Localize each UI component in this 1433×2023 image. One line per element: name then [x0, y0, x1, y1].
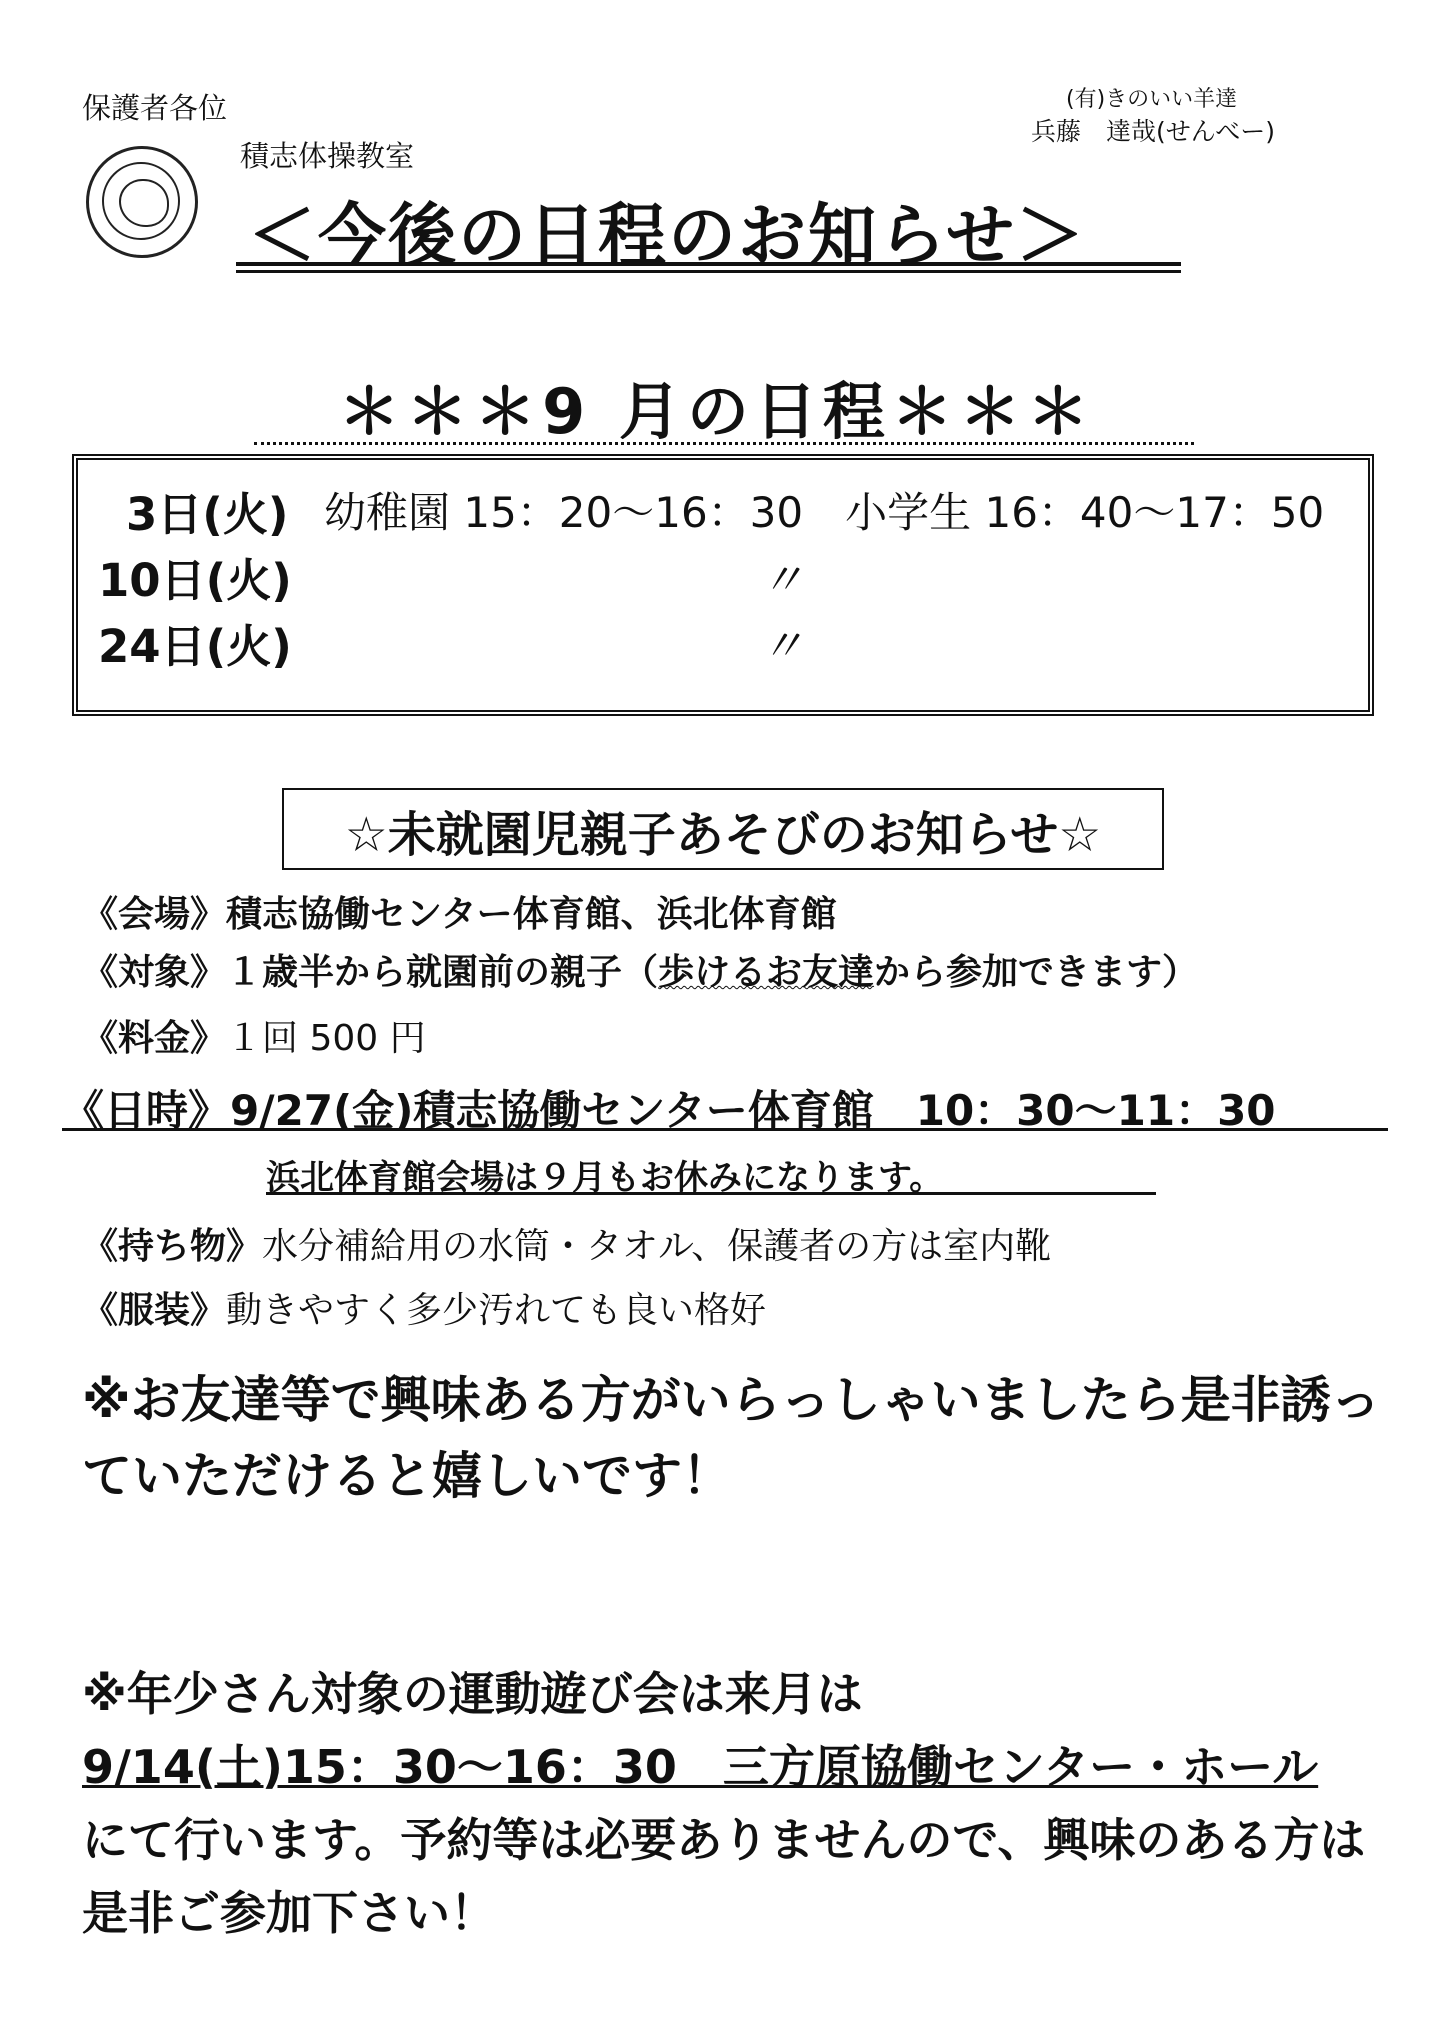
dress-line: [82, 1282, 766, 1333]
september-heading-underline: [254, 442, 1194, 445]
title-underline-2: [236, 270, 1181, 273]
title-underline: [236, 262, 1181, 266]
dress-text: 動きやすく多少汚れても良い格好: [226, 1290, 767, 1331]
fee-text: １回 500 円: [226, 1018, 426, 1059]
undokai-line-1: ※年少さん対象の運動遊び会は来月は: [82, 1667, 863, 1721]
invite-message: ※お友達等で興味ある方がいらっしゃいましたら是非誘っていただけると嬉しいです！: [82, 1371, 1381, 1505]
september-heading: ＊＊＊9 月の日程＊＊＊: [338, 375, 1095, 448]
author-name: 兵藤 達哉(せんべー): [1031, 117, 1276, 146]
schedule-detail: 幼稚園 15：20〜16：30 小学生 16：40〜17：50: [324, 488, 1325, 537]
undokai-notice: [82, 1658, 1392, 1950]
schedule-box: [72, 454, 1374, 716]
ditto-mark: 〃: [760, 621, 804, 672]
venue-label: 《会場》: [82, 894, 227, 935]
datetime-label: 《日時》: [62, 1086, 231, 1135]
undokai-line-3: にて行います。予約等は必要ありませんので、興味のある方は是非ご参加下さい！: [82, 1813, 1366, 1940]
fee-label: 《料金》: [82, 1018, 227, 1059]
schedule-date: 3日(火): [126, 488, 289, 541]
undokai-line-2: 9/14(土)15：30〜16：30 三方原協働センター・ホール: [82, 1740, 1319, 1794]
schedule-date: 10日(火): [98, 554, 292, 607]
addressee: 保護者各位: [82, 91, 228, 125]
target-text-c: から参加できます）: [874, 952, 1199, 993]
datetime-text: 9/27(金)積志協働センター体育館 10：30〜11：30: [230, 1086, 1276, 1135]
items-line: [82, 1218, 1051, 1269]
target-label: 《対象》: [82, 952, 227, 993]
sheep-logo-icon: [86, 146, 198, 258]
notice-title: ☆未就園児親子あそびのお知らせ☆: [344, 807, 1102, 863]
closed-underline: [266, 1192, 1156, 1195]
class-name: 積志体操教室: [240, 139, 415, 173]
dress-label: 《服装》: [82, 1290, 227, 1331]
venue-text: 積志協働センター体育館、浜北体育館: [226, 894, 837, 935]
datetime-underline: [62, 1128, 1388, 1131]
company-name: (有)きのいい羊達: [1066, 87, 1238, 112]
target-text-b: 歩けるお友達: [658, 952, 875, 993]
closed-notice: 浜北体育館会場は９月もお休みになります。: [266, 1158, 944, 1198]
fee-line: [82, 1010, 426, 1061]
page-title: ＜今後の日程のお知らせ＞: [248, 197, 1086, 276]
schedule-date: 24日(火): [98, 620, 292, 673]
target-text-a: １歳半から就園前の親子（: [226, 952, 659, 993]
ditto-mark: 〃: [760, 555, 804, 606]
venue-line: [82, 886, 837, 937]
target-line: [82, 944, 1198, 995]
items-text: 水分補給用の水筒・タオル、保護者の方は室内靴: [262, 1226, 1052, 1267]
items-label: 《持ち物》: [82, 1226, 263, 1267]
